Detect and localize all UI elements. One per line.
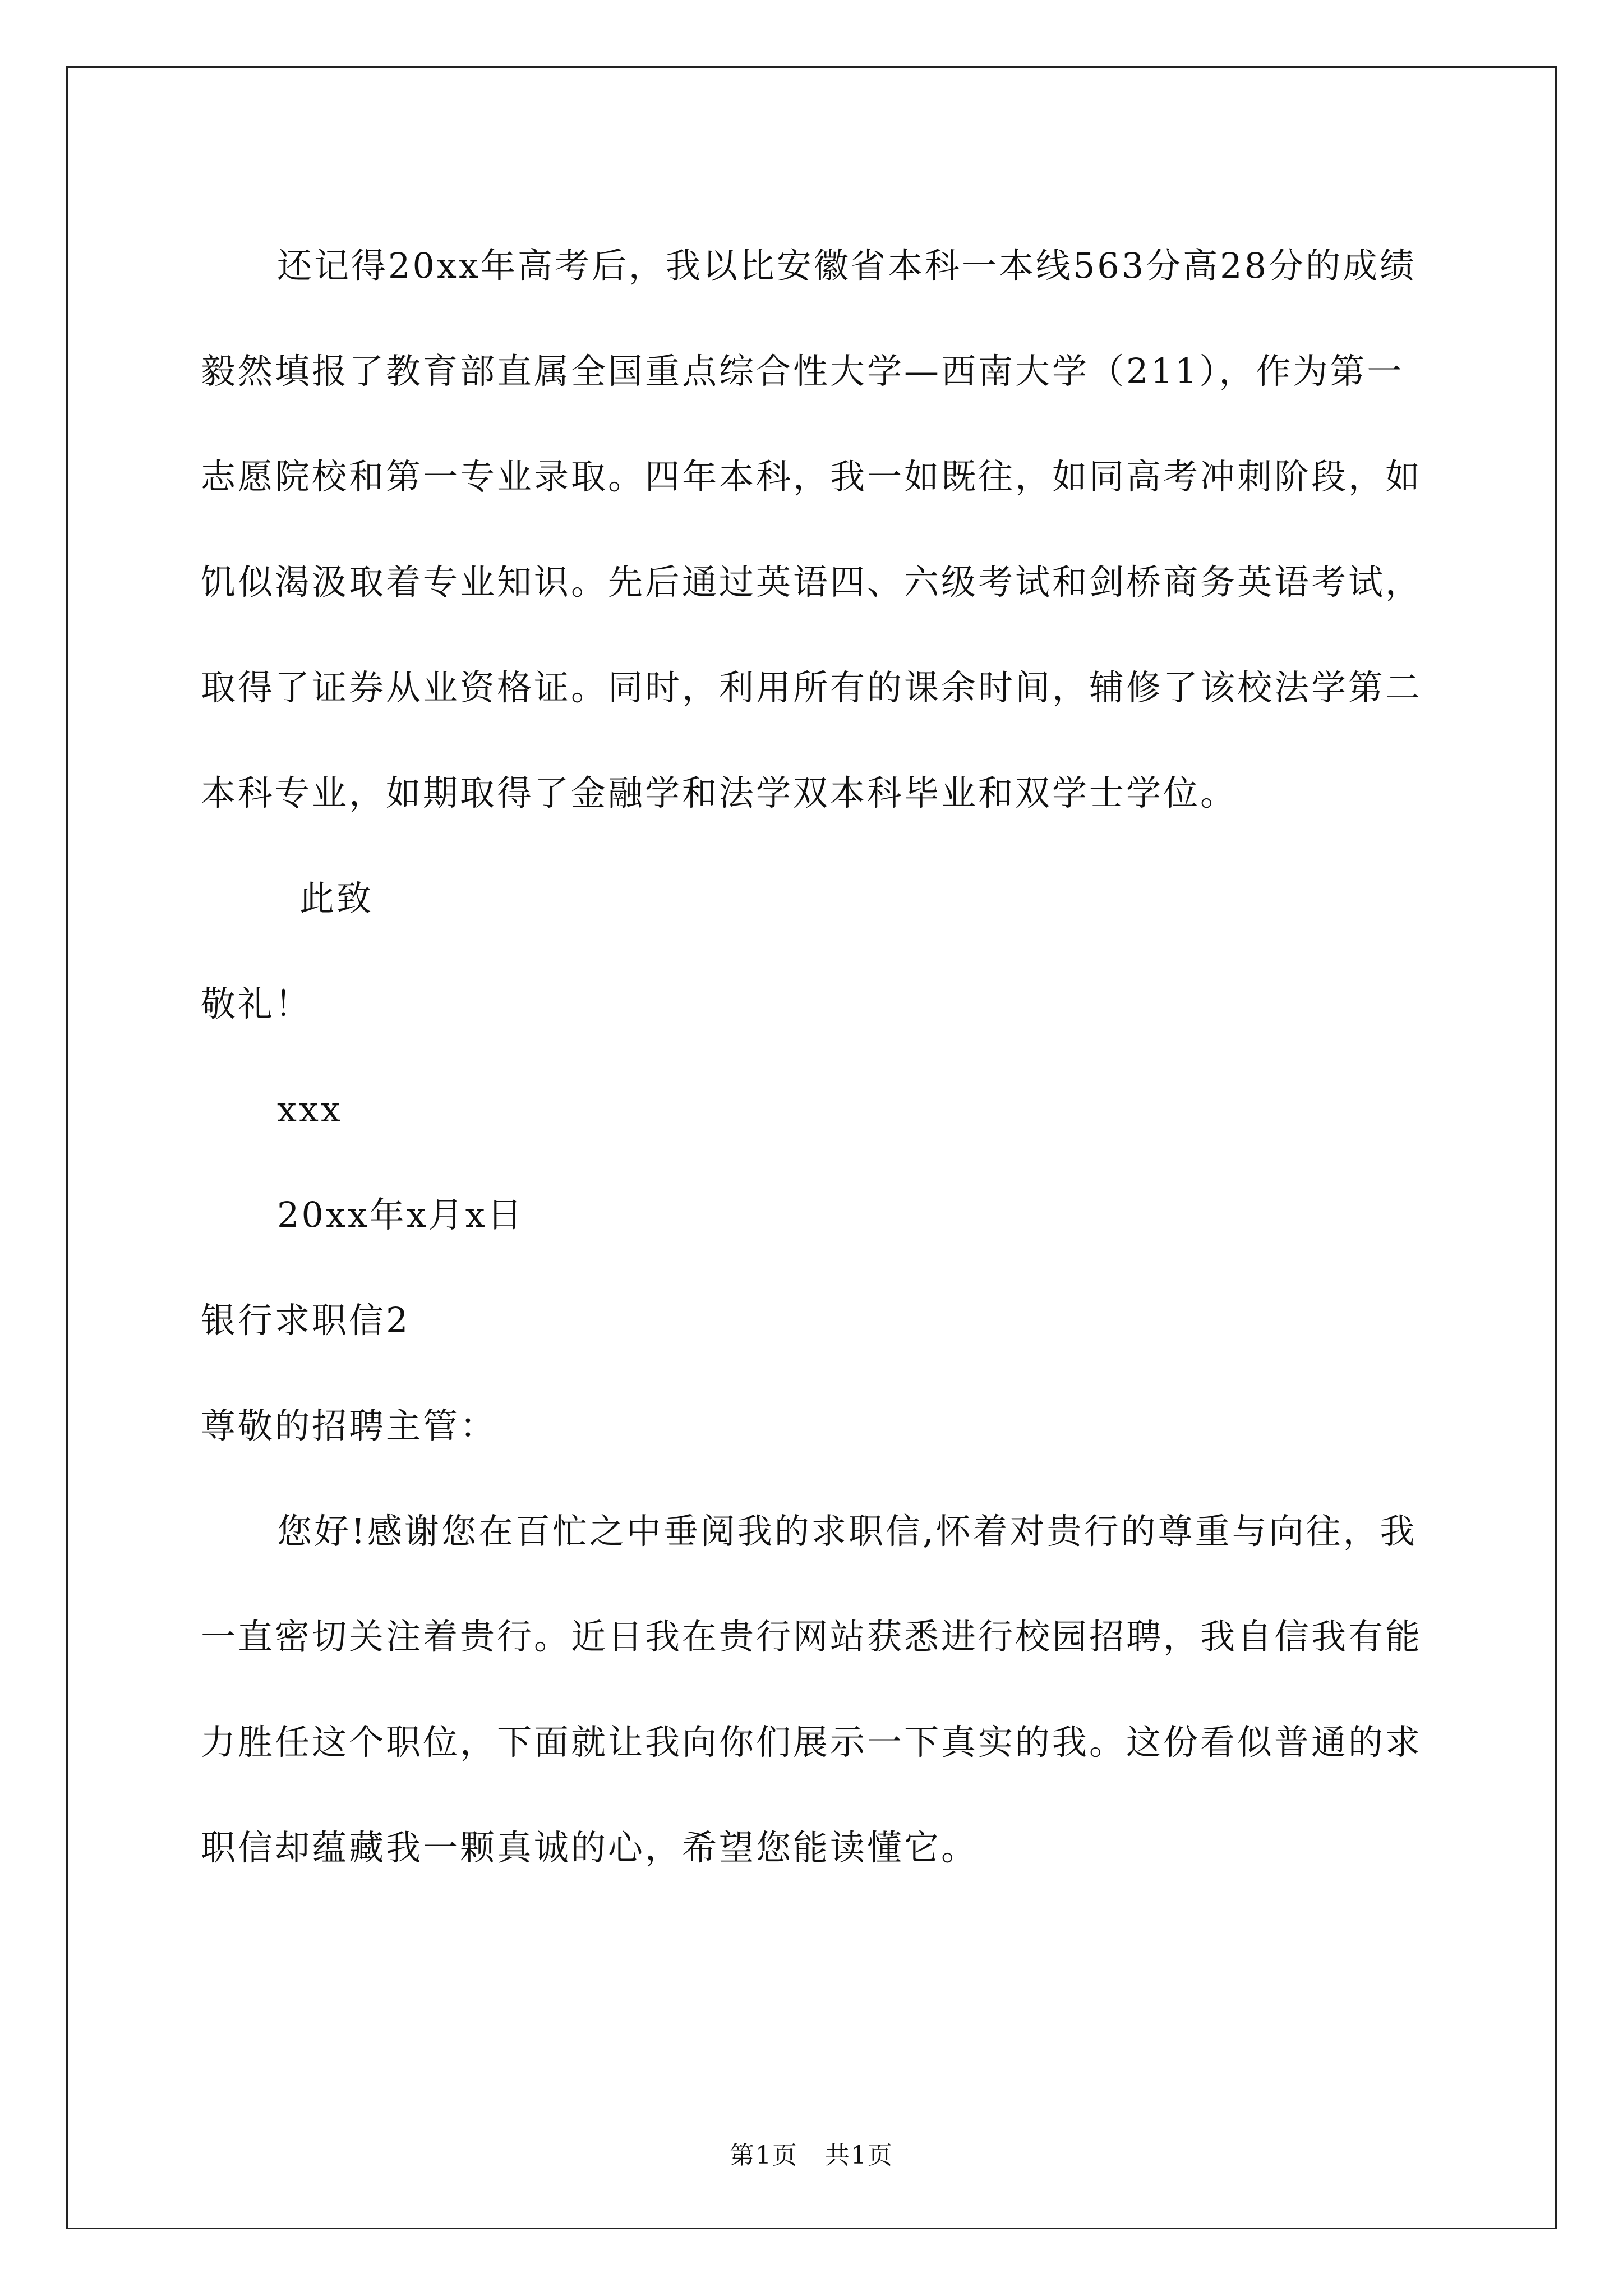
document-body	[201, 213, 1435, 1901]
salutation: 尊敬的招聘主管：	[201, 1405, 497, 1446]
closing-phrase: 此致	[299, 878, 374, 919]
paragraph-education: 还记得20xx年高考后，我以比安徽省本科一本线563分高28分的成绩毅然填报了教育部直属全国重点综合性大学—西南大学（211），作为第一志愿院校和第一专业录取。四年本科，我一如既往，如同高考冲刺阶段，如饥似渴汲取着专业知识。先后通过英语四、六级考试和剑桥商务英语考试，取得了证券从业资格证。同时，利用所有的课余时间，辅修了该校法学第二本科专业，如期取得了金融学和法学双本科毕业和双学士学位。	[201, 245, 1423, 813]
regards-line: 敬礼！	[201, 983, 312, 1024]
page-number: 第1页	[730, 2141, 798, 2170]
page-footer	[0, 2135, 1623, 2171]
letter-date: 20xx年x月x日	[277, 1194, 524, 1235]
letter-title: 银行求职信2	[201, 1300, 411, 1341]
signature: xxx	[277, 1089, 343, 1130]
paragraph-intro: 您好!感谢您在百忙之中垂阅我的求职信,怀着对贵行的尊重与向往，我一直密切关注着贵行。近日我在贵行网站获悉进行校园招聘，我自信我有能力胜任这个职位，下面就让我向你们展示一下真实的我。这份看似普通的求职信却蕴藏我一颗真诚的心，希望您能读懂它。	[201, 1511, 1423, 1868]
page-total: 共1页	[825, 2141, 893, 2170]
